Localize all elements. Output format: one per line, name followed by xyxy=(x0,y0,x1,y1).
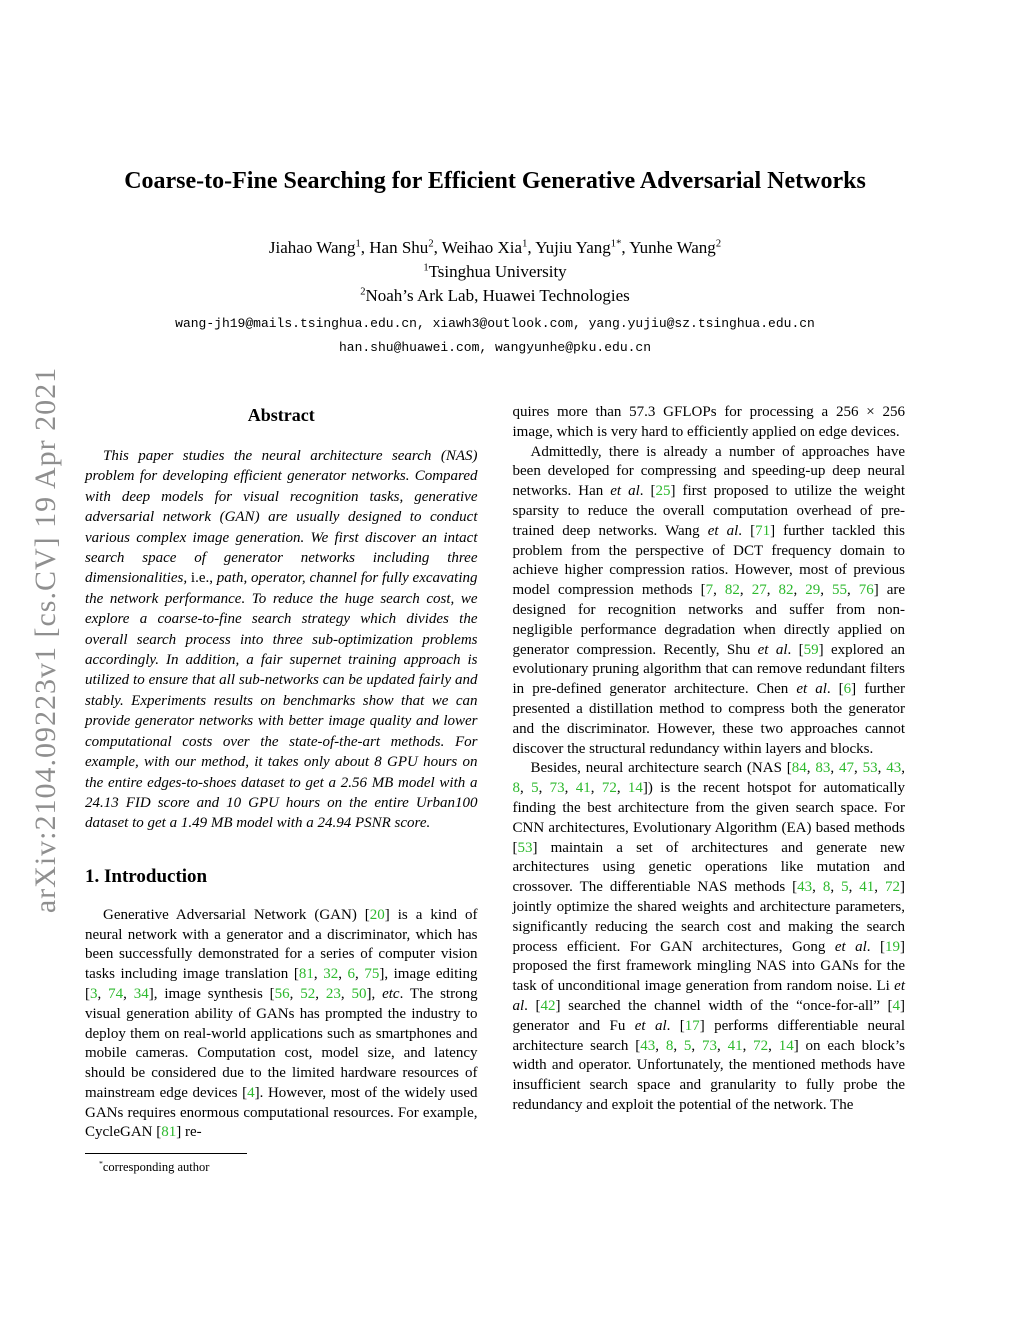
citation-link[interactable]: 42 xyxy=(540,997,556,1014)
citation-link[interactable]: 5 xyxy=(531,780,539,797)
citation-link[interactable]: 59 xyxy=(803,641,819,658)
citation-link[interactable]: 7 xyxy=(705,582,714,599)
citation-link[interactable]: 8 xyxy=(665,1037,674,1054)
citation-link[interactable]: 72 xyxy=(885,879,901,896)
citation-link[interactable]: 82 xyxy=(724,582,740,599)
footnote-rule xyxy=(85,1153,247,1154)
citation-link[interactable]: 5 xyxy=(841,879,849,896)
corresponding-author-footnote: *corresponding author xyxy=(99,1159,210,1175)
paper-title: Coarse-to-Fine Searching for Efficient Generative Adversarial Networks xyxy=(124,168,866,194)
two-column-body xyxy=(85,400,905,1176)
citation-link[interactable]: 27 xyxy=(751,582,767,599)
citation-link[interactable]: 14 xyxy=(627,780,643,797)
citation-link[interactable]: 8 xyxy=(512,780,520,797)
citation-link[interactable]: 73 xyxy=(549,780,565,797)
citation-link[interactable]: 6 xyxy=(843,681,852,698)
citation-link[interactable]: 47 xyxy=(839,760,855,777)
citation-link[interactable]: 52 xyxy=(300,985,316,1002)
abstract-text: This paper studies the neural architecture search (NAS) problem for developing efficient generator networks. Compared with deep models for visual recognition tasks, generative adversarial network (GAN) are usually designed to conduct various complex image generation. We first discover an intact search space of generator networks including three dimensionalities, i.e., path, operator, channel for fully excavating the network performance. To reduce the huge search cost, we explore a coarse-to-fine search strategy which divides the overall search process into three sub-optimization problems accordingly. In addition, a fair supernet training approach is utilized to ensure that all sub-networks can be updated fairly and stably. Experiments results on benchmarks show that we can provide generator networks with better image quality and lower computational costs over the state-of-the-art methods. For example, with our method, it takes only about 8 GPU hours on the entire edges-to-shoes dataset to get a 2.56 MB model with a 24.13 FID score and 10 GPU hours on the entire Urban100 dataset to get a 1.49 MB model with a 24.94 PSNR score. xyxy=(85,448,478,832)
emails-block xyxy=(85,312,905,360)
email-line-1: wang-jh19@mails.tsinghua.edu.cn, xiawh3@outlook.com, yang.yujiu@sz.tsinghua.edu.cn xyxy=(175,316,815,331)
citation-link[interactable]: 41 xyxy=(727,1037,743,1054)
citation-link[interactable]: 5 xyxy=(683,1037,692,1054)
authors-line: Jiahao Wang$^1$, Han Shu$^2$, Weihao Xia$^1$, Yujiu Yang$^{1*}$, Yunhe Wang$^2$ xyxy=(268,238,722,257)
citation-link[interactable]: 34 xyxy=(133,985,149,1002)
citation-link[interactable]: 43 xyxy=(640,1037,656,1054)
citation-link[interactable]: 84 xyxy=(791,760,807,777)
intro-paragraph: Generative Adversarial Network (GAN) [20] is a kind of neural network with a generator and a discriminator, which has been successfully demonstrated for a series of computer vision tasks including image translation [81, 32, 6, 75], image editing [3, 74, 34], image synthesis [56, 52, 23, 50], etc. The strong visual generation ability of GANs has prompted the industry to deploy them on real-world applications such as smartphones and mobile cameras. Computation cost, model size, and latency should be considered due to the limited hardware resources of mainstream edge devices [4]. However, most of the widely used GANs requires enormous computational resources. For example, CycleGAN [81] re- xyxy=(85,906,478,1141)
paragraph-nas-methods: Besides, neural architecture search (NAS [84, 83, 47, 53, 43, 8, 5, 73, 41, 72, 14]) is the recent hotspot for automatically finding the best architecture from the given search space. For CNN architectures, Evolutionary Algorithm (EA) based methods [53] maintain a set of architectures and generate new architectures using genetic operations like mutation and crossover. The differentiable NAS methods [43, 8, 5, 41, 72] jointly optimize the shared weights and architecture parameters, significantly reducing the search cost and making the search process efficient. For GAN architectures, Gong et al. [19] proposed the first framework mingling NAS into GANs for the task of unconditional image generation from random noise. Li et al. [42] searched the channel width of the “once-for-all” [4] generator and Fu et al. [17] performs differentiable neural architecture search [43, 8, 5, 73, 41, 72, 14] on each block’s width and operator. Unfortunately, the mentioned methods have insufficient search space and granularity to fully probe the redundancy and exploit the potential of the network. The xyxy=(512,760,906,1113)
email-line-2: han.shu@huawei.com, wangyunhe@pku.edu.cn xyxy=(338,340,652,355)
citation-link[interactable]: 20 xyxy=(369,906,385,923)
citation-link[interactable]: 76 xyxy=(858,582,874,599)
citation-link[interactable]: 56 xyxy=(274,985,290,1002)
affiliation-2: $^2$Noah’s Ark Lab, Huawei Technologies xyxy=(360,286,630,305)
citation-link[interactable]: 82 xyxy=(778,582,794,599)
citation-link[interactable]: 23 xyxy=(325,985,341,1002)
citation-link[interactable]: 41 xyxy=(859,879,875,896)
paragraph-compression-methods: Admittedly, there is already a number of approaches have been developed for compressing and speeding-up deep neural networks. Han et al. [25] first proposed to utilize the weight sparsity to reduce the overall computation overhead of pre-trained deep networks. Wang et al. [71] further tackled this problem from the perspective of DCT frequency domain to achieve higher compression ratios. However, most of previous model compression methods [7, 82, 27, 82, 29, 55, 76] are designed for recognition networks and suffer from non-negligible performance degradation when directly applied on generator compression. Recently, Shu et al. [59] explored an evolutionary pruning algorithm that can remove redundant filters in pre-defined generator architecture. Chen et al. [6] further presented a distillation method to compress both the generator and the discriminator. However, these two approaches cannot discover the structural redundancy within layers and blocks. xyxy=(512,443,906,757)
citation-link[interactable]: 14 xyxy=(778,1037,794,1054)
citation-link[interactable]: 25 xyxy=(655,483,671,500)
citation-link[interactable]: 55 xyxy=(831,582,847,599)
citation-link[interactable]: 81 xyxy=(298,966,314,983)
citation-link[interactable]: 73 xyxy=(701,1037,717,1054)
citation-link[interactable]: 53 xyxy=(517,839,533,856)
section-1-heading: 1. Introduction xyxy=(85,865,208,887)
paper-header xyxy=(85,166,905,360)
citation-link[interactable]: 50 xyxy=(351,985,367,1002)
citation-link[interactable]: 72 xyxy=(601,780,617,797)
citation-link[interactable]: 8 xyxy=(822,879,831,896)
paragraph-continuation: quires more than 57.3 GFLOPs for processing a 256 × 256 image, which is very hard to efficiently applied on edge devices. xyxy=(512,404,905,440)
citation-link[interactable]: 4 xyxy=(892,997,900,1014)
citation-link[interactable]: 6 xyxy=(347,966,355,983)
citation-link[interactable]: 29 xyxy=(805,582,821,599)
citation-link[interactable]: 32 xyxy=(323,966,339,983)
arxiv-watermark: arXiv:2104.09223v1 [cs.CV] 19 Apr 2021 xyxy=(29,366,62,914)
citation-link[interactable]: 71 xyxy=(755,522,771,539)
citation-link[interactable]: 74 xyxy=(108,985,124,1002)
citation-link[interactable]: 83 xyxy=(815,760,831,777)
right-column xyxy=(513,400,906,1176)
affiliation-1: $^1$Tsinghua University xyxy=(423,262,567,281)
abstract-heading: Abstract xyxy=(247,405,315,425)
citation-link[interactable]: 53 xyxy=(862,760,878,777)
citation-link[interactable]: 81 xyxy=(161,1124,177,1141)
citation-link[interactable]: 41 xyxy=(575,780,591,797)
citation-link[interactable]: 17 xyxy=(684,1017,700,1034)
citation-link[interactable]: 72 xyxy=(753,1037,769,1054)
citation-link[interactable]: 3 xyxy=(90,985,98,1002)
citation-link[interactable]: 75 xyxy=(364,966,380,983)
citation-link[interactable]: 43 xyxy=(797,879,813,896)
citation-link[interactable]: 19 xyxy=(885,938,901,955)
footnote-block xyxy=(85,1153,478,1176)
left-column xyxy=(85,400,478,1176)
citation-link[interactable]: 43 xyxy=(886,760,902,777)
citation-link[interactable]: 4 xyxy=(247,1084,255,1101)
